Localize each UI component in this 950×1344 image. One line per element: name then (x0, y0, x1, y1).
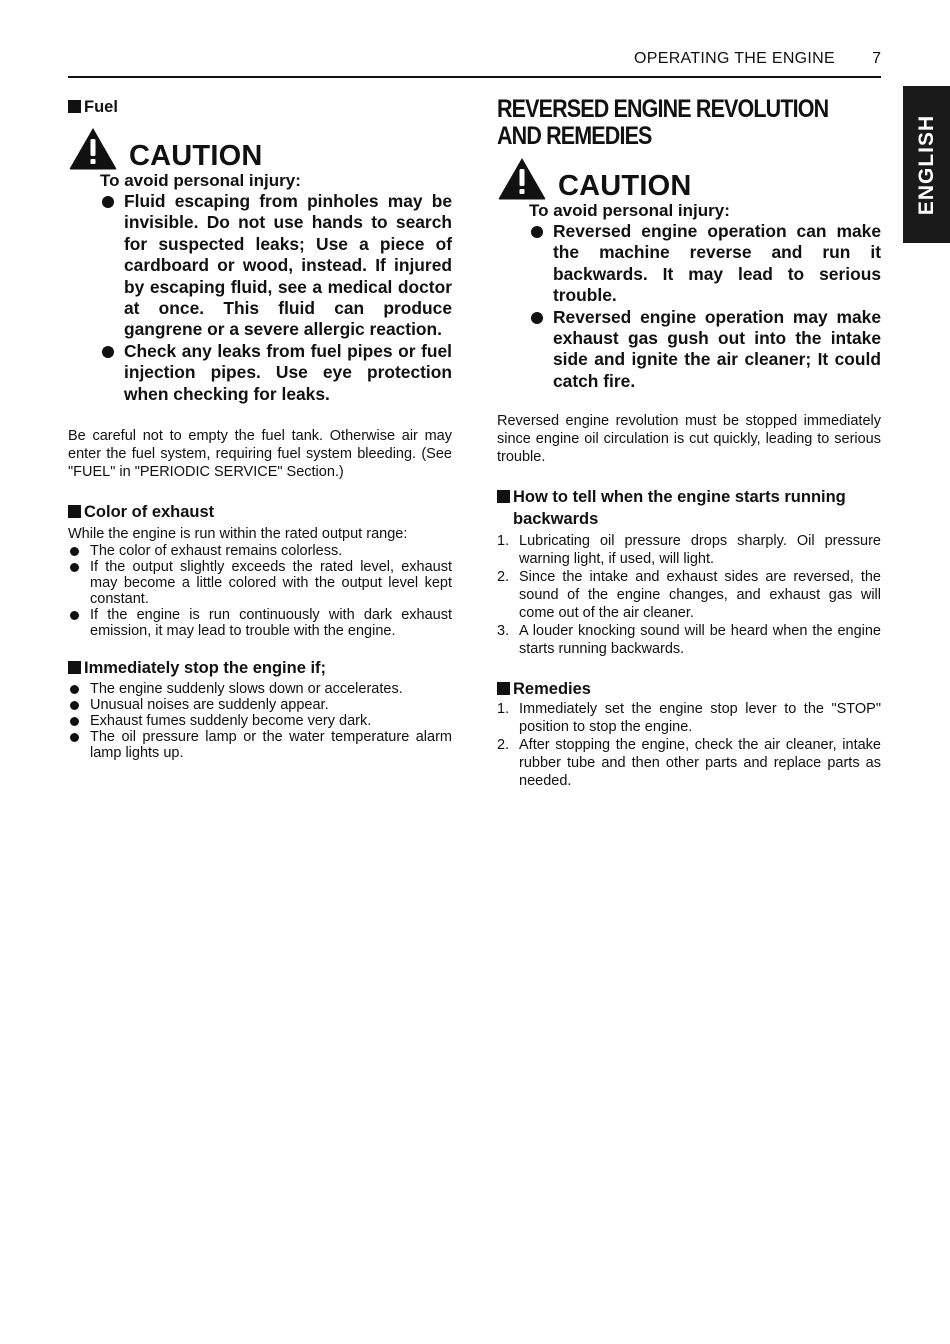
list-item: Check any leaks from fuel pipes or fuel injection pipes. Use eye protection when checking for leaks. (68, 341, 452, 405)
page-header (68, 48, 881, 78)
stop-list (68, 681, 452, 761)
caution-list (68, 191, 452, 405)
list-item: 1. Immediately set the engine stop lever to the "STOP" position to stop the engine. (497, 701, 881, 736)
exhaust-heading: Color of exhaust (68, 501, 452, 523)
list-item: 1. Lubricating oil pressure drops sharply. Oil pressure warning light, if used, will light. (497, 533, 881, 568)
tell-list (497, 532, 881, 658)
caution-label: CAUTION (558, 170, 692, 202)
square-bullet-icon (68, 100, 81, 113)
header-title: OPERATING THE ENGINE (634, 50, 835, 67)
exhaust-intro: While the engine is run within the rated output range: (68, 526, 408, 543)
warning-triangle-icon (68, 126, 118, 170)
list-item: 3. A louder knocking sound will be heard when the engine starts running backwards. (497, 623, 881, 658)
language-tab-label: ENGLISH (914, 114, 938, 215)
tell-heading: How to tell when the engine starts running backwards (497, 486, 881, 530)
square-bullet-icon (497, 490, 510, 503)
fuel-heading: Fuel (68, 96, 452, 118)
list-item: The engine suddenly slows down or accelerates. (68, 681, 452, 697)
stop-heading: Immediately stop the engine if; (68, 657, 452, 679)
language-tab (903, 86, 950, 243)
reverse-paragraph: Reversed engine revolution must be stopped immediately since engine oil circulation is cut quickly, leading to serious trouble. (497, 413, 881, 466)
list-item: Fluid escaping from pinholes may be invisible. Do not use hands to search for suspected leaks; Use a piece of cardboard or wood, instead. If injured by escaping fluid, see a medical doctor at once. This fluid can produce gangrene or a severe allergic reaction. (68, 191, 452, 341)
warning-triangle-icon (497, 156, 547, 200)
list-item: Reversed engine operation can make the machine reverse and run it backwards. It may lead to serious trouble. (497, 221, 881, 307)
fuel-caution-box (68, 126, 452, 405)
exhaust-list (68, 543, 452, 639)
list-item: Unusual noises are suddenly appear. (68, 697, 452, 713)
square-bullet-icon (68, 505, 81, 518)
section-title: REVERSED ENGINE REVOLUTION AND REMEDIES (497, 95, 829, 150)
page-number: 7 (872, 50, 881, 67)
fuel-paragraph: Be careful not to empty the fuel tank. Otherwise air may enter the fuel system, requiring fuel system bleeding. (See "FUEL" in "PERIODIC SERVICE" Section.) (68, 428, 452, 481)
list-item: 2. After stopping the engine, check the air cleaner, intake rubber tube and then other parts and replace parts as needed. (497, 737, 881, 790)
list-item: Exhaust fumes suddenly become very dark. (68, 713, 452, 729)
list-item: If the output slightly exceeds the rated level, exhaust may become a little colored with the output level kept constant. (68, 559, 452, 607)
caution-intro: To avoid personal injury: (529, 201, 730, 220)
caution-list (497, 221, 881, 392)
list-item: The oil pressure lamp or the water temperature alarm lamp lights up. (68, 729, 452, 761)
remedies-heading: Remedies (497, 678, 881, 700)
list-item: 2. Since the intake and exhaust sides are reversed, the sound of the engine changes, and exhaust gas will come out of the air cleaner. (497, 569, 881, 622)
left-column (68, 96, 452, 761)
right-column (497, 96, 881, 790)
reverse-caution-box (497, 156, 881, 392)
caution-intro: To avoid personal injury: (100, 171, 301, 190)
remedies-list (497, 700, 881, 790)
list-item: If the engine is run continuously with dark exhaust emission, it may lead to trouble with the engine. (68, 607, 452, 639)
square-bullet-icon (68, 661, 81, 674)
caution-label: CAUTION (129, 140, 263, 172)
list-item: The color of exhaust remains colorless. (68, 543, 452, 559)
square-bullet-icon (497, 682, 510, 695)
list-item: Reversed engine operation may make exhaust gas gush out into the intake side and ignite the air cleaner; It could catch fire. (497, 307, 881, 393)
